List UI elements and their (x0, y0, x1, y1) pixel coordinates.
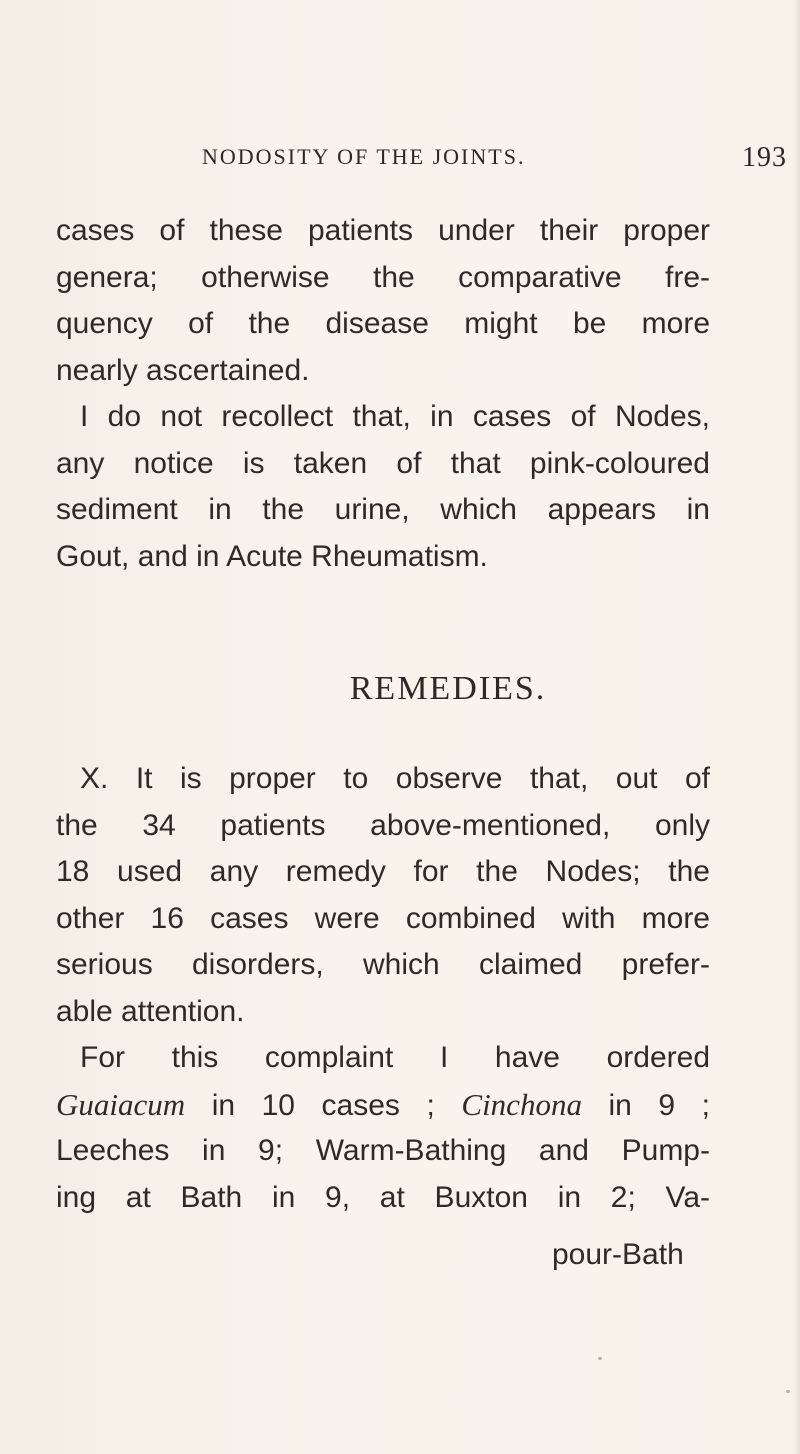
section-heading (0, 670, 800, 708)
text-line-with-italics (56, 1082, 710, 1129)
paper-speck (786, 1390, 790, 1393)
text-line: 18 used any remedy for the Nodes; the (56, 855, 710, 888)
catchword: pour-Bath (552, 1238, 684, 1271)
running-head-title: NODOSITY OF THE JOINTS. (202, 144, 526, 169)
page-number: 193 (742, 142, 787, 173)
text-line: able attention. (56, 994, 245, 1028)
text-line: Gout, and in Acute Rheumatism. (56, 539, 488, 573)
text-fragment: in 9 ; (581, 1088, 711, 1122)
paragraph-4 (56, 1035, 710, 1221)
text-line: nearly ascertained. (56, 353, 310, 387)
text-line: I do not recollect that, in cases of Nodes, (80, 400, 710, 433)
running-head (200, 138, 800, 178)
text-line: the 34 patients above-mentioned, only (56, 808, 710, 842)
text-line: cases of these patients under their proper (56, 214, 710, 247)
text-line: any notice is taken of that pink-coloured (56, 446, 710, 480)
section-heading-text: REMEDIES. (349, 670, 547, 707)
paragraph-2 (56, 394, 710, 580)
paragraph-1 (56, 208, 710, 394)
italic-term-cinchona: Cinchona (461, 1086, 582, 1122)
text-fragment: in 10 cases ; (185, 1088, 462, 1122)
paragraph-3 (56, 756, 710, 1035)
text-line: Leeches in 9; Warm-Bathing and Pump- (56, 1134, 710, 1167)
text-line: X. It is proper to observe that, out of (80, 762, 710, 795)
italic-term-guaiacum: Guaiacum (56, 1086, 186, 1122)
text-line: ing at Bath in 9, at Buxton in 2; Va- (56, 1180, 710, 1214)
text-line: genera; otherwise the comparative fre- (56, 260, 710, 294)
page-edge-shadow (794, 0, 800, 1454)
text-line: For this complaint I have ordered (80, 1041, 710, 1074)
paper-speck (598, 1357, 602, 1360)
text-line: serious disorders, which claimed prefer- (56, 948, 710, 981)
text-line: other 16 cases were combined with more (56, 901, 710, 935)
text-line: sediment in the urine, which appears in (56, 493, 710, 526)
text-line: quency of the disease might be more (56, 307, 710, 340)
